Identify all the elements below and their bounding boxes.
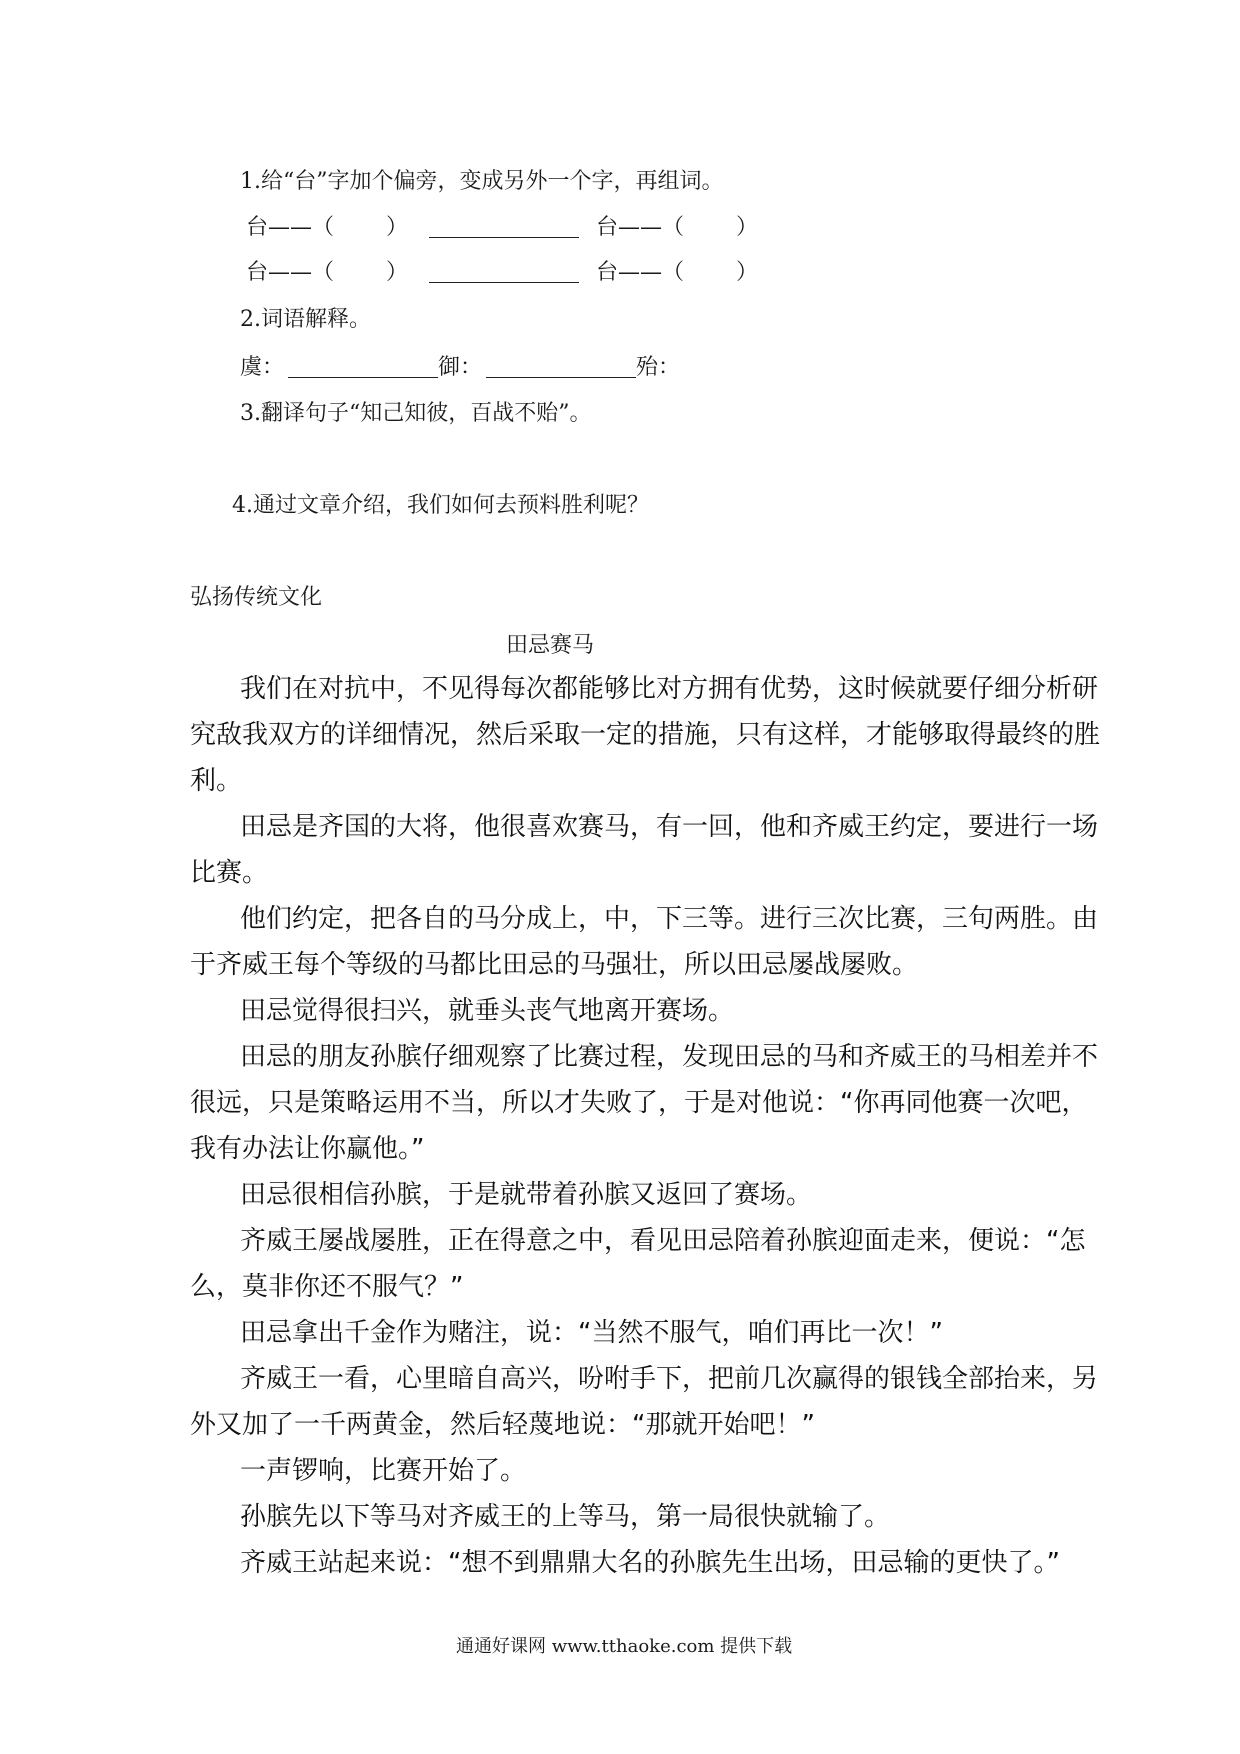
story-line: 比赛。: [190, 858, 269, 888]
stem-text: 台——（: [246, 260, 335, 285]
story-line: 齐威王屡战屡胜，正在得意之中，看见田忌陪着孙膑迎面走来，便说：“怎: [240, 1226, 1086, 1256]
question-1-row-2: [246, 255, 758, 286]
answer-blank[interactable]: [486, 355, 636, 378]
answer-blank[interactable]: [288, 355, 438, 378]
story-line: 利。: [190, 766, 243, 796]
answer-blank[interactable]: [429, 260, 579, 283]
story-line: 田忌是齐国的大将，他很喜欢赛马，有一回，他和齐威王约定，要进行一场: [240, 812, 1099, 842]
story-line: 究敌我双方的详细情况，然后采取一定的措施，只有这样，才能够取得最终的胜: [190, 720, 1101, 750]
story-line: 田忌拿出千金作为赌注，说：“当然不服气，咱们再比一次！”: [240, 1318, 943, 1348]
story-line: 于齐威王每个等级的马都比田忌的马强壮，所以田忌屡战屡败。: [190, 950, 919, 980]
page-footer: 通通好课网 www.tthaoke.com 提供下载: [456, 1636, 793, 1657]
story-line: 我们在对抗中，不见得每次都能够比对方拥有优势，这时候就要仔细分析研: [240, 674, 1099, 704]
question-1-title: 1.给“台”字加个偏旁，变成另外一个字，再组词。: [240, 169, 724, 194]
stem-text: 台——（: [596, 260, 685, 285]
story-line: 齐威王站起来说：“想不到鼎鼎大名的孙膑先生出场，田忌输的更快了。”: [240, 1548, 1060, 1578]
question-2-row: [240, 350, 680, 381]
story-line: 齐威王一看，心里暗自高兴，吩咐手下，把前几次赢得的银钱全部抬来，另: [240, 1364, 1099, 1394]
stem-text: 台——（: [246, 215, 335, 240]
word-dai: 殆：: [636, 355, 681, 380]
story-line: 田忌的朋友孙膑仔细观察了比赛过程，发现田忌的马和齐威王的马相差并不: [240, 1042, 1099, 1072]
story-line: 么，莫非你还不服气？”: [190, 1272, 464, 1302]
story-line: 田忌觉得很扫兴，就垂头丧气地离开赛场。: [240, 996, 735, 1026]
question-4-title: 4.通过文章介绍，我们如何去预料胜利呢？: [232, 493, 649, 518]
close-paren: ）: [386, 215, 409, 240]
section-heading: 弘扬传统文化: [190, 585, 323, 610]
word-yu: 虞：: [240, 355, 285, 380]
question-2-title: 2.词语解释。: [240, 307, 371, 332]
story-line: 很远，只是策略运用不当，所以才失败了，于是对他说：“你再同他赛一次吧，: [190, 1088, 1088, 1118]
answer-blank[interactable]: [429, 215, 579, 238]
story-line: 一声锣响，比赛开始了。: [240, 1456, 527, 1486]
story-line: 他们约定，把各自的马分成上，中，下三等。进行三次比赛，三句两胜。由: [240, 904, 1099, 934]
question-1-row-1: [246, 210, 758, 241]
question-3-title: 3.翻译句子“知己知彼，百战不贻”。: [240, 401, 592, 426]
story-line: 田忌很相信孙膑，于是就带着孙膑又返回了赛场。: [240, 1180, 813, 1210]
story-title: 田忌赛马: [506, 633, 595, 658]
story-line: 外又加了一千两黄金，然后轻蔑地说：“那就开始吧！”: [190, 1410, 815, 1440]
word-yu2: 御：: [438, 355, 483, 380]
close-paren: ）: [736, 215, 759, 240]
stem-text: 台——（: [596, 215, 685, 240]
close-paren: ）: [736, 260, 759, 285]
story-line: 孙膑先以下等马对齐威王的上等马，第一局很快就输了。: [240, 1502, 891, 1532]
close-paren: ）: [386, 260, 409, 285]
story-line: 我有办法让你赢他。”: [190, 1134, 425, 1164]
